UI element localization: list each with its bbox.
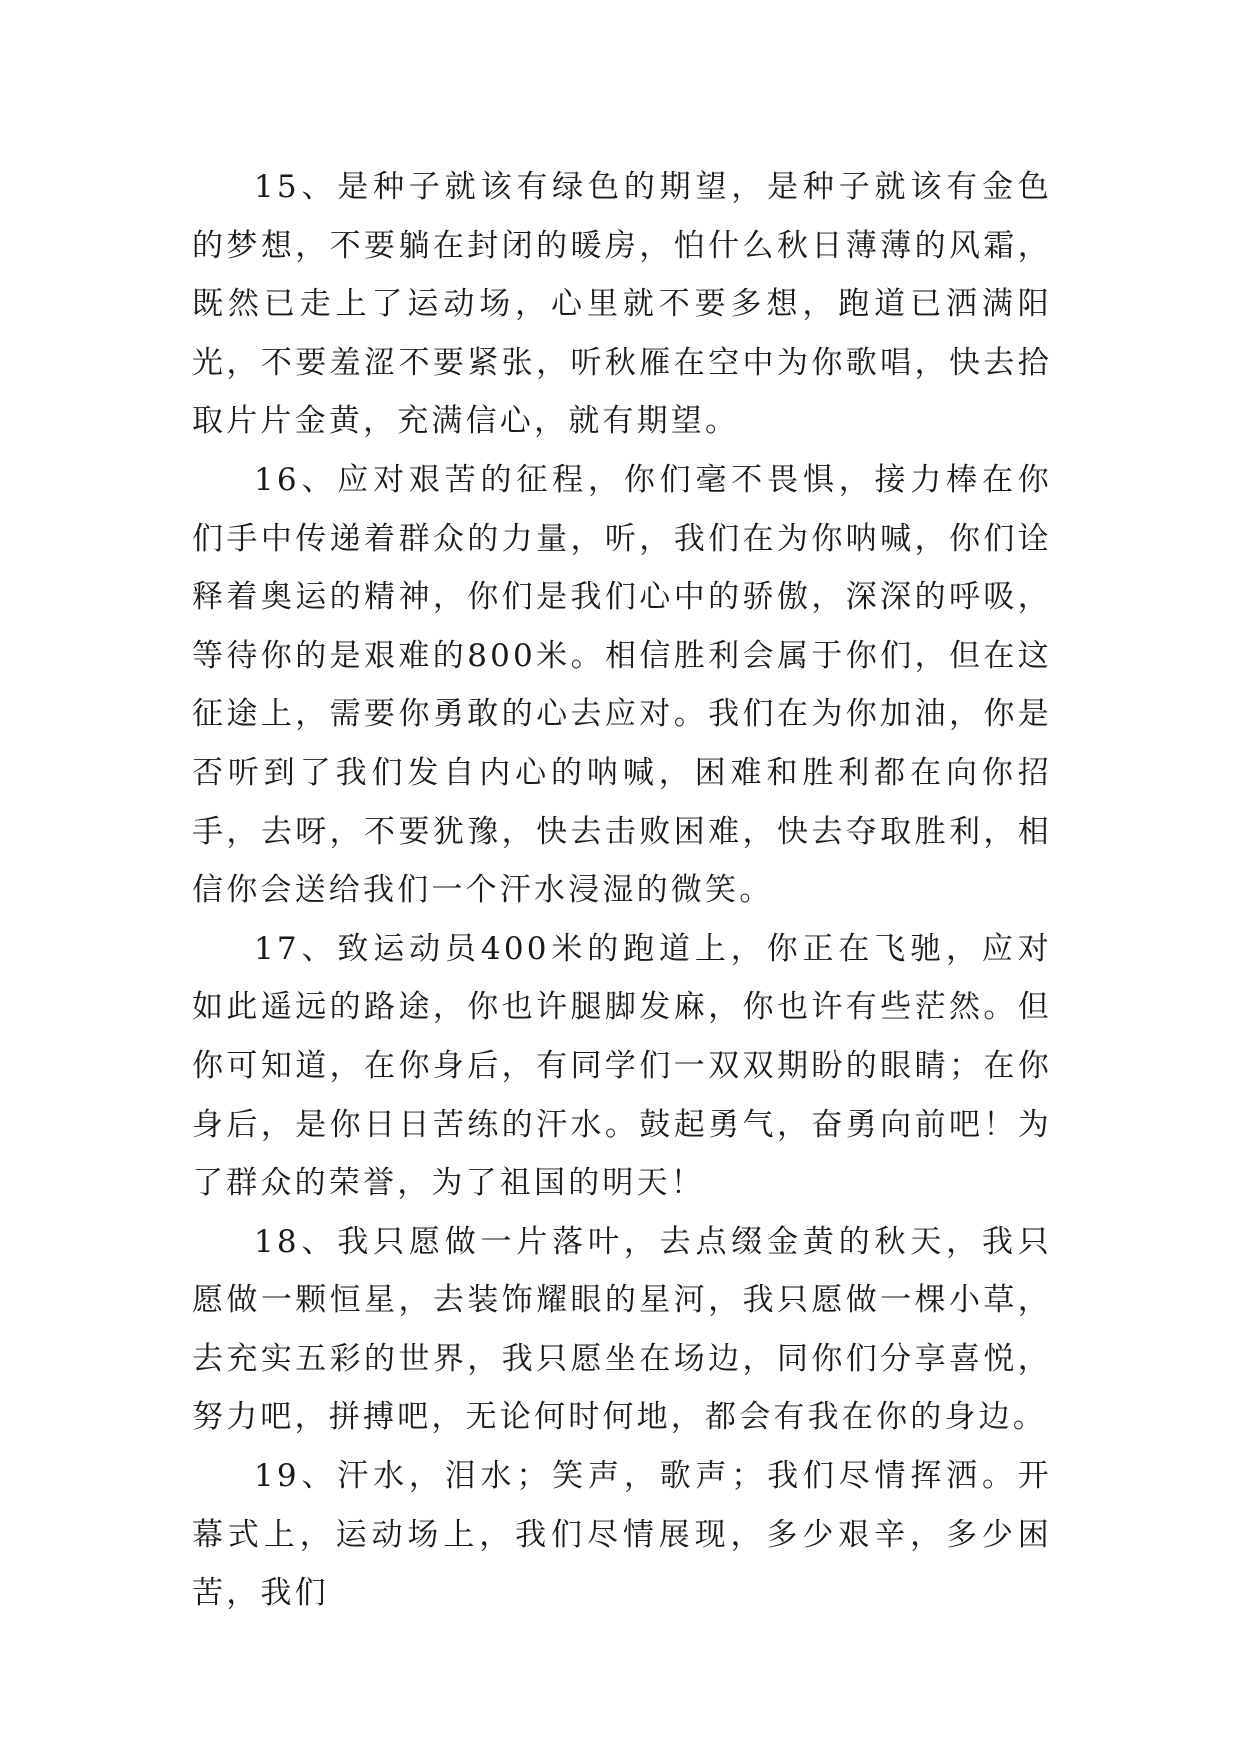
paragraph-15: 15、是种子就该有绿色的期望，是种子就该有金色的梦想，不要躺在封闭的暖房，怕什么秋日薄薄的风霜，既然已走上了运动场，心里就不要多想，跑道已洒满阳光，不要羞涩不要紧张，听秋雁在空中为你歌唱，快去拾取片片金黄，充满信心，就有期望。 bbox=[192, 169, 1052, 440]
paragraph-16: 16、应对艰苦的征程，你们毫不畏惧，接力棒在你们手中传递着群众的力量，听，我们在为你呐喊，你们诠释着奥运的精神，你们是我们心中的骄傲，深深的呼吸，等待你的是艰难的800米。相信胜利会属于你们，但在这征途上，需要你勇敢的心去应对。我们在为你加油，你是否听到了我们发自内心的呐喊，困难和胜利都在向你招手，去呀，不要犹豫，快去击败困难，快去夺取胜利，相信你会送给我们一个汗水浸湿的微笑。 bbox=[192, 461, 1052, 909]
paragraph-19: 19、汗水，泪水；笑声，歌声；我们尽情挥洒。开幕式上，运动场上，我们尽情展现，多少艰辛，多少困苦，我们 bbox=[192, 1458, 1052, 1612]
paragraph-17: 17、致运动员400米的跑道上，你正在飞驰，应对如此遥远的路途，你也许腿脚发麻，你也许有些茫然。但你可知道，在你身后，有同学们一双双期盼的眼睛；在你身后，是你日日苦练的汗水。鼓起勇气，奋勇向前吧！为了群众的荣誉，为了祖国的明天！ bbox=[192, 930, 1052, 1202]
document-body bbox=[192, 158, 1052, 1623]
paragraph-18: 18、我只愿做一片落叶，去点缀金黄的秋天，我只愿做一颗恒星，去装饰耀眼的星河，我只愿做一棵小草，去充实五彩的世界，我只愿坐在场边，同你们分享喜悦，努力吧，拼搏吧，无论何时何地，都会有我在你的身边。 bbox=[192, 1223, 1052, 1436]
